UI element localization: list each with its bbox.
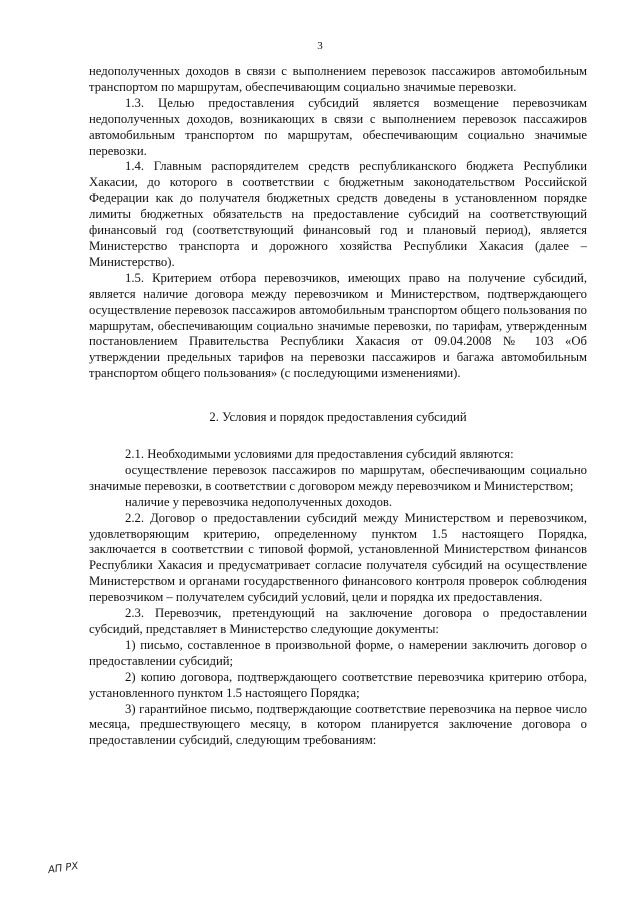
- paragraph-2-1: 2.1. Необходимыми условиями для предоставления субсидий являются:: [125, 447, 514, 462]
- paragraph-1-5: 1.5. Критерием отбора перевозчиков, имеющих право на получение субсидий, является наличие договора между перевозчиком и Министерством, подтверждающего осуществление перевозок пассажиров автомобильным транспортом общего пользования по маршрутам, обеспечивающим социально значимые перевозки, по тарифам, утвержденным постановлением Правительства Республики Хакасия от 09.04.2008 № 103 «Об утверждении предельных тарифов на перевозки пассажиров и багажа автомобильным транспортом общего пользования» (с последующими изменениями).: [89, 270, 587, 381]
- document-list-item: 2) копию договора, подтверждающего соответствие перевозчика критерию отбора, установленного пунктом 1.5 настоящего Порядка;: [89, 669, 587, 700]
- stamp-mark: АП РХ: [47, 860, 80, 877]
- paragraph-continuation: недополученных доходов в связи с выполнением перевозок пассажиров автомобильным транспортом по маршрутам, обеспечивающим социально значимые перевозки.: [89, 64, 587, 94]
- condition-item: осуществление перевозок пассажиров по маршрутам, обеспечивающим социально значимые перевозки, в соответствии с договором между перевозчиком и Министерством;: [89, 462, 587, 493]
- document-list-item: 1) письмо, составленное в произвольной форме, о намерении заключить договор о предоставлении субсидий;: [89, 637, 587, 668]
- condition-item: наличие у перевозчика недополученных доходов.: [125, 494, 393, 509]
- paragraph-2-2: 2.2. Договор о предоставлении субсидий между Министерством и перевозчиком, удовлетворяющим критерию, определенному пунктом 1.5 настоящего Порядка, заключается в соответствии с типовой формой, установленной Министерством финансов Республики Хакасия и предусматривает согласие получателя субсидий на осуществление Министерством и органами государственного финансового контроля проверок соблюдения перевозчиком – получателем субсидий условий, цели и порядка их предоставления.: [89, 510, 587, 605]
- document-body: [89, 64, 587, 749]
- paragraph-1-3: 1.3. Целью предоставления субсидий является возмещение перевозчикам недополученных доходов, возникающих в связи с выполнением перевозок пассажиров автомобильным транспортом по маршрутам, обеспечивающим социально значимые перевозки.: [89, 95, 587, 158]
- paragraph-2-3: 2.3. Перевозчик, претендующий на заключение договора о предоставлении субсидий, представляет в Министерство следующие документы:: [89, 606, 587, 636]
- page-number: 3: [317, 40, 323, 52]
- document-list-item: 3) гарантийное письмо, подтверждающие соответствие перевозчика на первое число месяца, предшествующего месяцу, в котором планируется заключение договора о предоставлении субсидий, следующим требованиям:: [89, 701, 587, 748]
- section-heading: 2. Условия и порядок предоставления субсидий: [209, 410, 467, 425]
- paragraph-1-4: 1.4. Главным распорядителем средств республиканского бюджета Республики Хакасии, до которого в соответствии с бюджетным законодательством Российской Федерации как до получателя бюджетных средств доведены в установленном порядке лимиты бюджетных обязательств на предоставление субсидий на соответствующий финансовый год (соответствующий финансовый год и плановый период), является Министерство транспорта и дорожного хозяйства Республики Хакасия (далее – Министерство).: [89, 159, 587, 269]
